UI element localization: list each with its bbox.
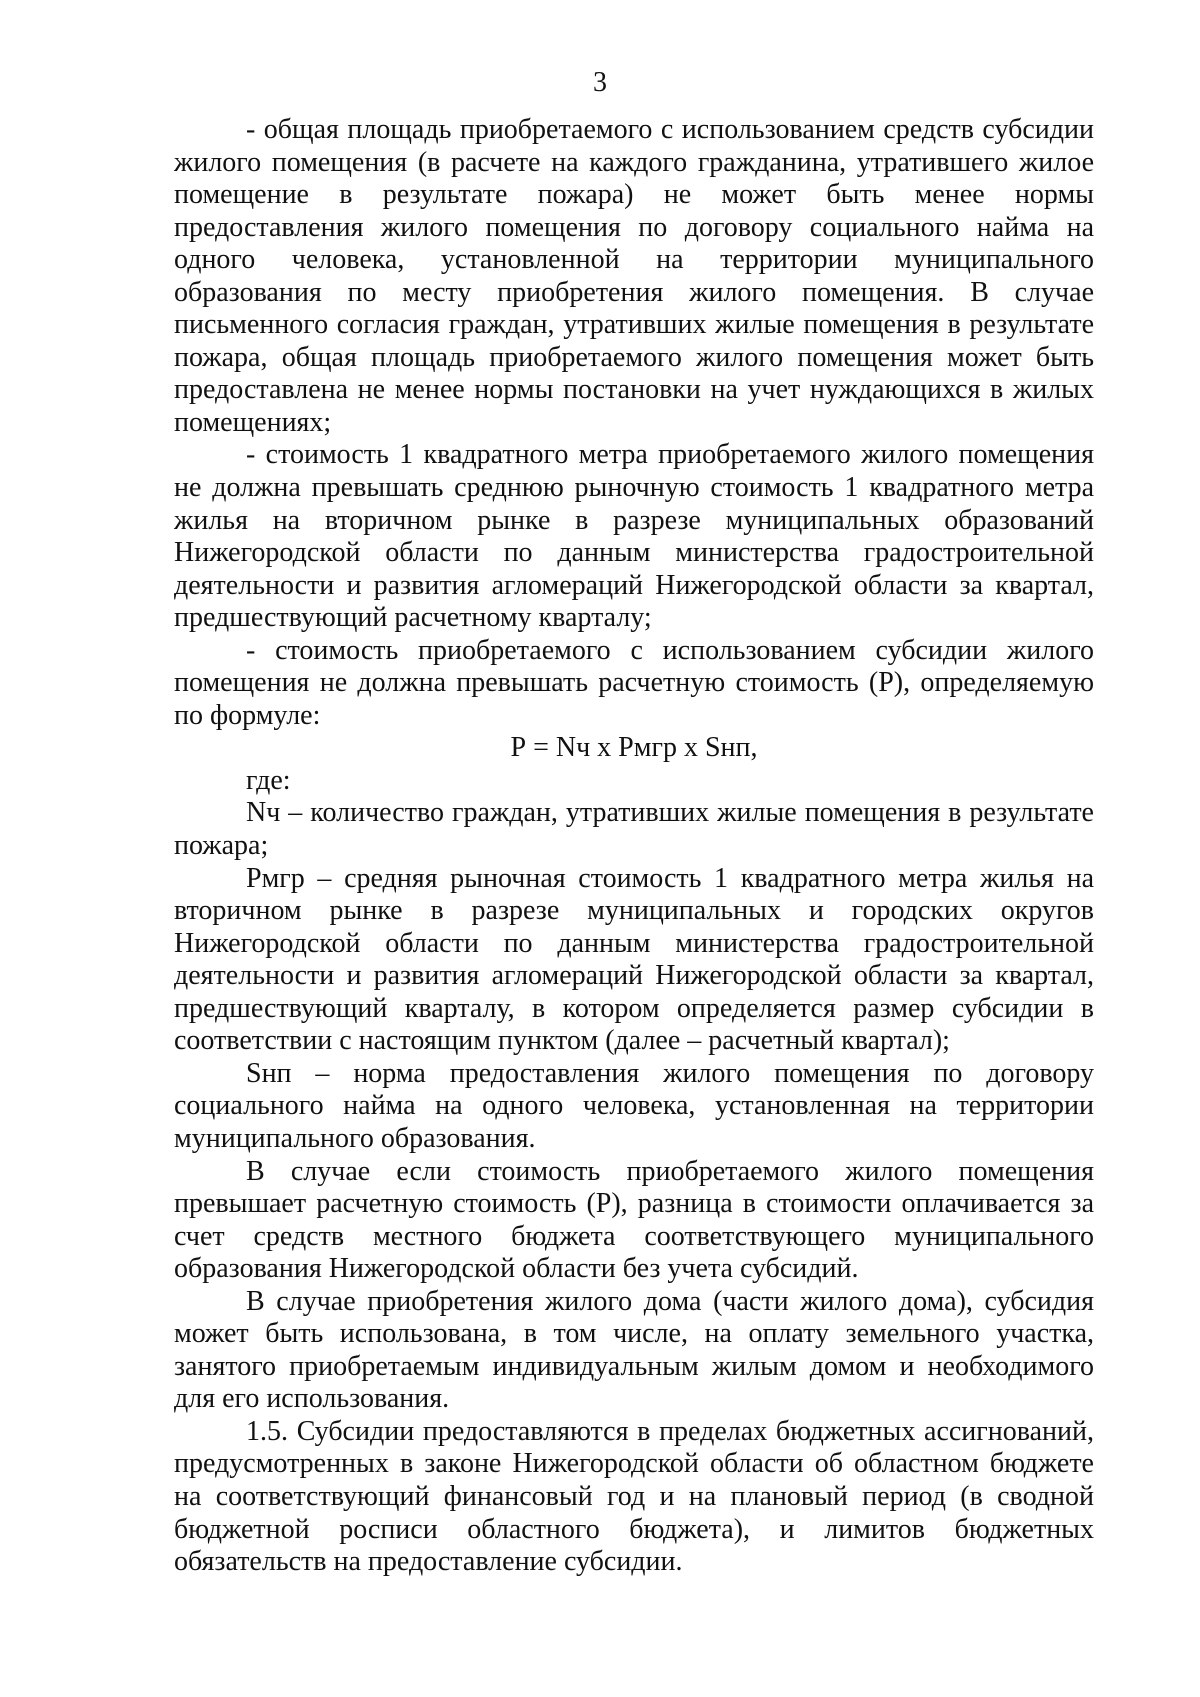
document-body (174, 114, 1094, 1579)
paragraph-where: где: (246, 764, 291, 796)
formula: Р = Nч x Рмгр x Sнп, (510, 732, 758, 764)
paragraph-estimated-cost: - стоимость приобретаемого с использованием субсидии жилого помещения не должна превышать расчетную стоимость (Р), определяемую по формуле: (174, 634, 1094, 731)
paragraph-cost-difference: В случае если стоимость приобретаемого жилого помещения превышает расчетную стоимость (Р), разница в стоимости оплачивается за счет средств местного бюджета соответствующего муниципального образования Нижегородской области без учета субсидий. (174, 1155, 1094, 1285)
definition-snp: Sнп – норма предоставления жилого помещения по договору социального найма на одного человека, установленная на территории муниципального образования. (174, 1057, 1094, 1154)
definition-rmgr: Рмгр – средняя рыночная стоимость 1 квадратного метра жилья на вторичном рынке в разрезе муниципальных и городских округов Нижегородской области по данным министерства градостроительной деятельности и развития агломераций Нижегородской области за квартал, предшествующий кварталу, в котором определяется размер субсидии в соответствии с настоящим пунктом (далее – расчетный квартал); (174, 862, 1094, 1057)
page-number: 3 (593, 67, 607, 98)
paragraph-1-5: 1.5. Субсидии предоставляются в пределах бюджетных ассигнований, предусмотренных в законе Нижегородской области об областном бюджете на соответствующий финансовый год и на плановый период (в сводной бюджетной росписи областного бюджета), и лимитов бюджетных обязательств на предоставление субсидии. (174, 1415, 1094, 1578)
definition-nch: Nч – количество граждан, утративших жилые помещения в результате пожара; (174, 797, 1094, 862)
paragraph-living-area: - общая площадь приобретаемого с использованием средств субсидии жилого помещения (в расчете на каждого гражданина, утратившего жилое помещение в результате пожара) не может быть менее нормы предоставления жилого помещения по договору социального найма на одного человека, установленной на территории муниципального образования по месту приобретения жилого помещения. В случае письменного согласия граждан, утративших жилые помещения в результате пожара, общая площадь приобретаемого жилого помещения может быть предоставлена не менее нормы постановки на учет нуждающихся в жилых помещениях; (174, 114, 1094, 438)
paragraph-sqm-cost: - стоимость 1 квадратного метра приобретаемого жилого помещения не должна превышать среднюю рыночную стоимость 1 квадратного метра жилья на вторичном рынке в разрезе муниципальных образований Нижегородской области по данным министерства градостроительной деятельности и развития агломераций Нижегородской области за квартал, предшествующий расчетному кварталу; (174, 439, 1094, 634)
paragraph-house-purchase: В случае приобретения жилого дома (части жилого дома), субсидия может быть использована, в том числе, на оплату земельного участка, занятого приобретаемым индивидуальным жилым домом и необходимого для его использования. (174, 1285, 1094, 1415)
